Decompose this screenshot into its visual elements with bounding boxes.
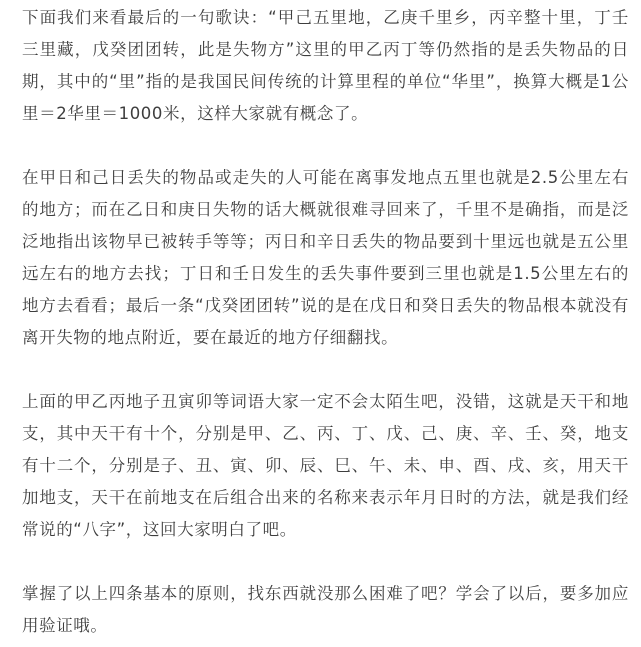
paragraph-search-distance: 在甲日和己日丢失的物品或走失的人可能在离事发地点五里也就是2.5公里左右的地方；而在乙日和庚日失物的话大概就很难寻回来了，千里不是确指，而是泛泛地指出该物早已被转手等等；丙日和辛日丢失的物品要到十里远也就是五公里远左右的地方去找；丁日和壬日发生的丢失事件要到三里也就是1.5公里左右的地方去看看；最后一条“戊癸团团转”说的是在戊日和癸日丢失的物品根本就没有离开失物的地点附近，要在最近的地方仔细翻找。 (22, 168, 629, 347)
paragraph-stems-branches: 上面的甲乙丙地子丑寅卯等词语大家一定不会太陌生吧，没错，这就是天干和地支，其中天干有十个，分别是甲、乙、丙、丁、戊、己、庚、辛、壬、癸，地支有十二个，分别是子、丑、寅、卯、辰、巳、午、未、申、酉、戌、亥，用天干加地支，天干在前地支在后组合出来的名称来表示年月日时的方法，就是我们经常说的“八字”，这回大家明白了吧。 (22, 392, 629, 539)
paragraph-lucky-rhyme: 下面我们来看最后的一句歌诀：“甲己五里地，乙庚千里乡，丙辛整十里，丁壬三里藏，戊癸团团转，此是失物方”这里的甲乙丙丁等仍然指的是丢失物品的日期，其中的“里”指的是我国民间传统的计算里程的单位“华里”，换算大概是1公里＝2华里＝1000米，这样大家就有概念了。 (22, 8, 629, 123)
paragraph-conclusion: 掌握了以上四条基本的原则，找东西就没那么困难了吧？学会了以后，要多加应用验证哦。 (22, 584, 629, 635)
